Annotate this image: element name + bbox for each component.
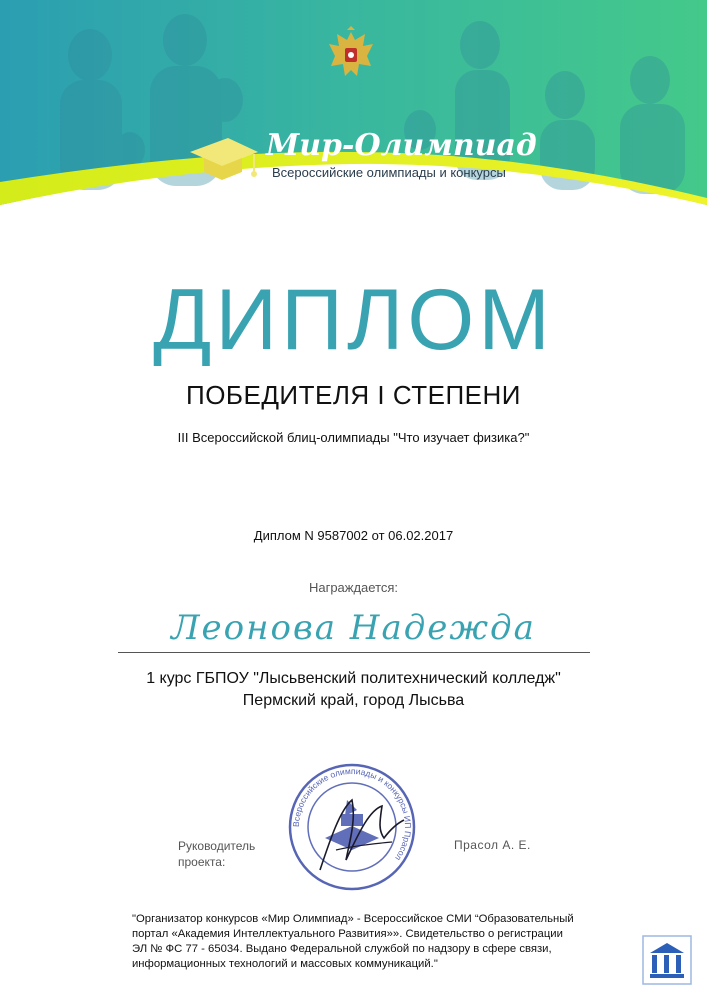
diploma-number: Диплом N 9587002 от 06.02.2017: [253, 528, 454, 543]
awarded-label: Награждается:: [308, 580, 399, 595]
region: Пермский край, город Лысьва: [242, 692, 465, 709]
project-leader-name: Прасол А. Е.: [454, 838, 531, 852]
winner-name: Леонова Надежда: [171, 608, 536, 648]
handwritten-signature: [300, 780, 420, 880]
olympiad-name: III Всероссийской блиц-олимпиады "Что изучает физика?": [177, 430, 530, 445]
stamp-outer-text: Всероссийские олимпиады и конкурсы ИП Прасол: [290, 765, 414, 863]
academy-building-icon: [642, 935, 692, 985]
footer-note: "Организатор конкурсов «Мир Олимпиад» - Всероссийское СМИ “Образовательный портал «Академия Интеллектуального Развития»». Свидетельство о регистрации ЭЛ № ФС 77 - 65034. Выдано Федеральной службой по надзору в сфере связи, информационных технологий и массовых коммуникаций.": [132, 913, 574, 970]
brand-logo: [188, 128, 537, 190]
institution: 1 курс ГБПОУ "Лысьвенский политехнический колледж": [146, 670, 561, 687]
brand-title: Мир-Олимпиад: [266, 128, 537, 163]
leader-label-line1: Руководитель: [178, 839, 256, 853]
graduation-cap-icon: [188, 132, 260, 188]
project-leader-label: [178, 838, 288, 870]
russian-coat-of-arms-icon: [327, 26, 375, 82]
diploma-title: ДИПЛОМ: [153, 272, 554, 368]
brand-subtitle: Всероссийские олимпиады и конкурсы: [272, 165, 506, 180]
name-underline: [118, 652, 590, 653]
leader-label-line2: проекта:: [178, 855, 226, 869]
degree-title: ПОБЕДИТЕЛЯ I СТЕПЕНИ: [186, 380, 521, 410]
